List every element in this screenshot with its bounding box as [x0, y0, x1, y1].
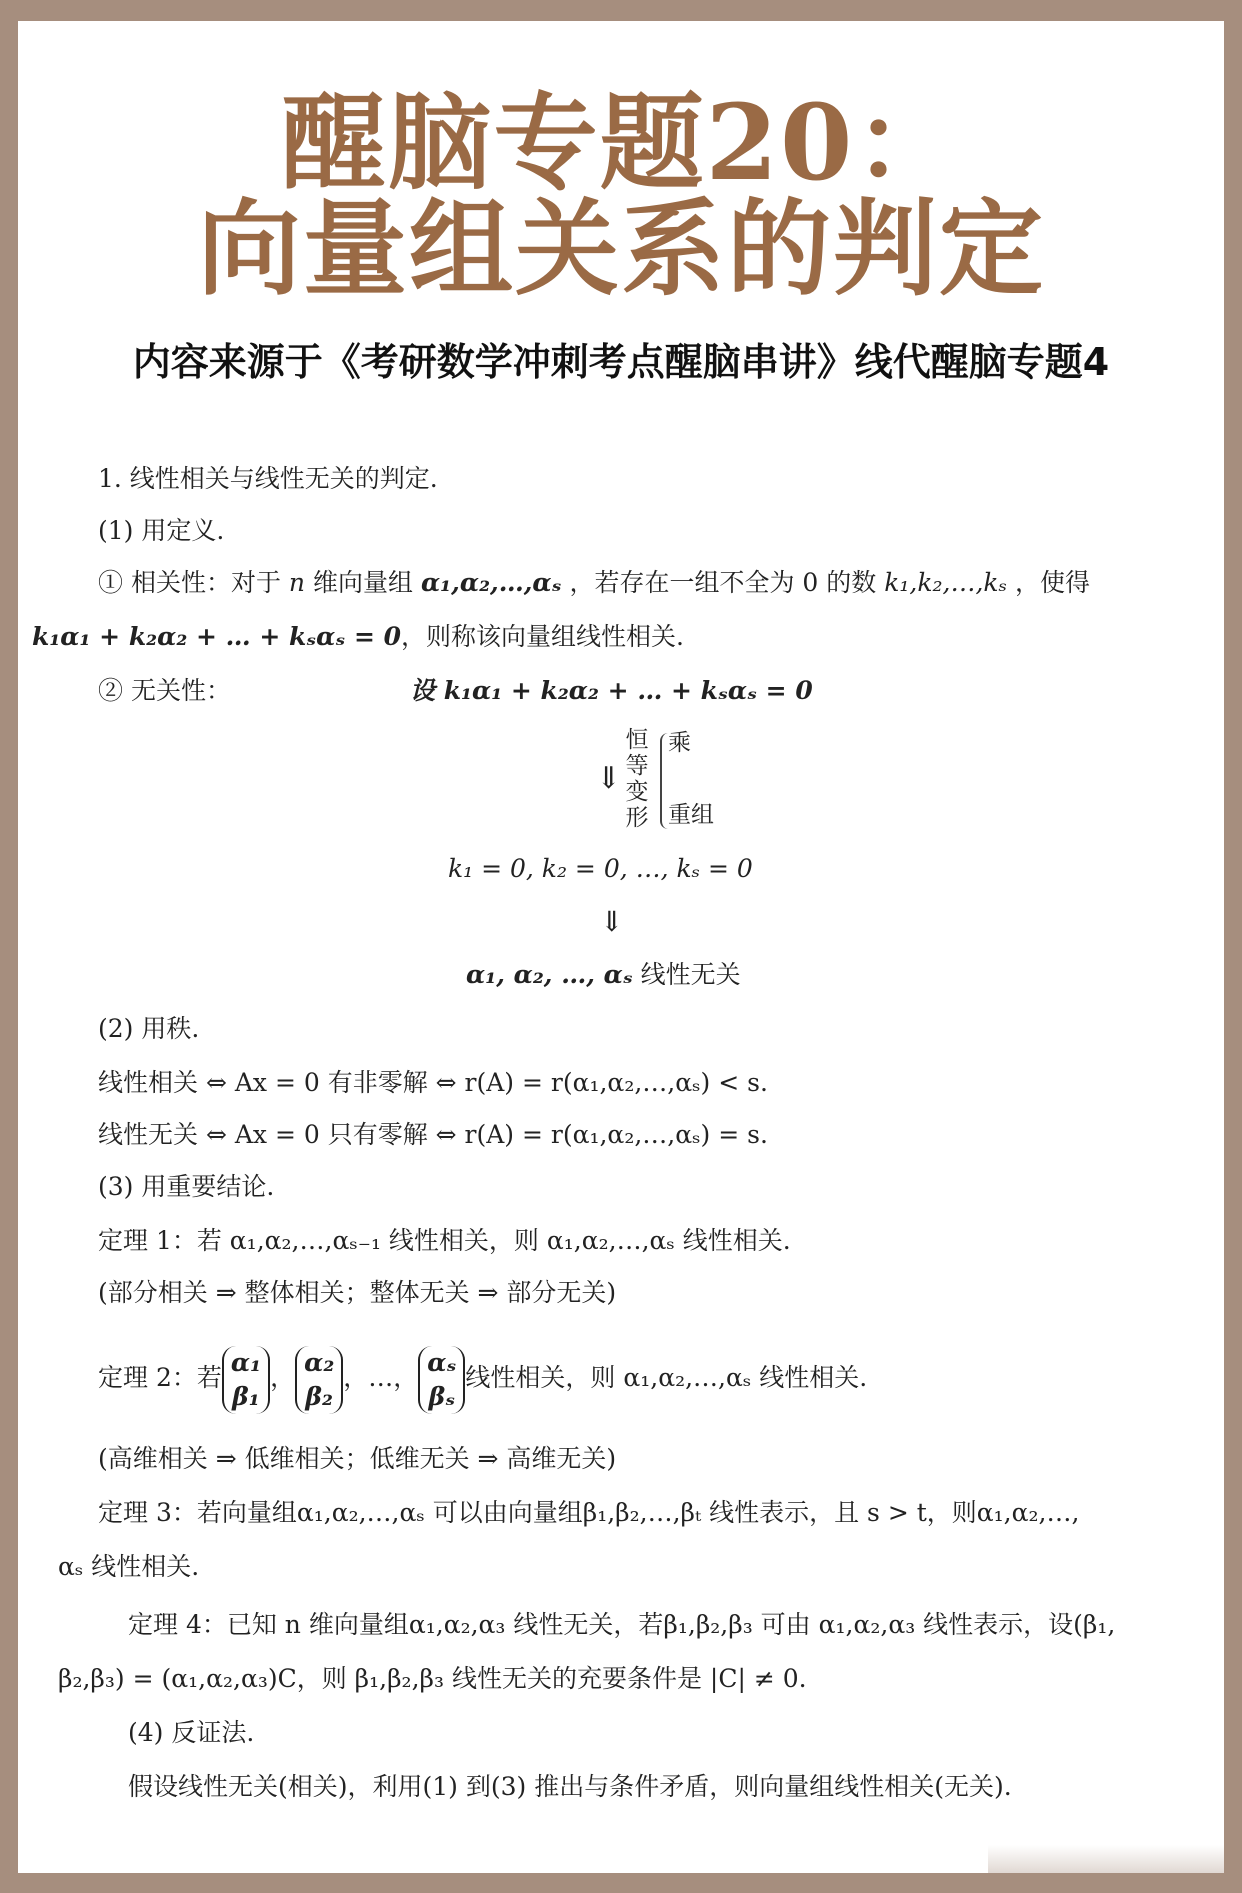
- text: 线性无关: [640, 960, 741, 989]
- theorem-4-line-1: 定理 4：已知 n 维向量组α₁,α₂,α₃ 线性无关，若β₁,β₂,β₃ 可由 α₁,α₂,α₃ 线性表示，设(β₁,: [128, 1610, 1116, 1639]
- text: 维向量组: [312, 568, 413, 597]
- page-panel: [18, 21, 1224, 1873]
- column-vector-2: [295, 1346, 343, 1414]
- separator: ，: [270, 1363, 296, 1392]
- rank-dependence-criterion: 线性相关 ⇔ Ax = 0 有非零解 ⇔ r(A) = r(α₁,α₂,…,αₛ) < s.: [98, 1068, 768, 1097]
- watermark-blur: [988, 1845, 1224, 1873]
- dependence-label: ① 相关性：对于: [98, 568, 281, 597]
- text: 线性相关，则 α₁,α₂,…,αₛ 线性相关.: [465, 1363, 868, 1392]
- label-char: 变: [625, 779, 649, 805]
- entry: β₂: [305, 1381, 333, 1411]
- text: ，则称该向量组线性相关.: [401, 622, 684, 651]
- source-subtitle: 内容来源于《考研数学冲刺考点醒脑串讲》线代醒脑专题4: [132, 340, 1110, 384]
- text: ，若存在一组不全为 0 的数: [569, 568, 877, 597]
- linear-combination-equation: k₁α₁ + k₂α₂ + … + kₛαₛ = 0: [32, 622, 402, 651]
- independence-label: ② 无关性：: [98, 676, 231, 705]
- independence-setup-equation: [410, 675, 813, 707]
- method-contradiction-heading: (4) 反证法.: [128, 1718, 255, 1747]
- entry: α₁: [230, 1347, 262, 1377]
- theorem-2: [98, 1335, 867, 1421]
- page-title-line-2: 向量组关系的判定: [196, 187, 1045, 310]
- section-heading: 1. 线性相关与线性无关的判定.: [98, 464, 438, 493]
- vector-group: α₁,α₂,…,αₛ: [420, 568, 562, 597]
- rank-independence-criterion: 线性无关 ⇔ Ax = 0 只有零解 ⇔ r(A) = r(α₁,α₂,…,αₛ) = s.: [98, 1120, 768, 1149]
- brace-option-multiply: 乘: [668, 730, 691, 756]
- vector-group: α₁, α₂, …, αₛ: [466, 960, 633, 989]
- contradiction-method-text: 假设线性无关(相关)，利用(1) 到(3) 推出与条件矛盾，则向量组线性相关(无关).: [128, 1772, 1012, 1801]
- theorem-3-line-1: 定理 3：若向量组α₁,α₂,…,αₛ 可以由向量组β₁,β₂,…,βₜ 线性表示，且 s > t，则α₁,α₂,…,: [98, 1498, 1080, 1527]
- double-down-arrow-icon: ⇓: [596, 761, 622, 796]
- identity-transform-label: [624, 727, 650, 831]
- dimension-n: n: [288, 568, 306, 597]
- label-char: 恒: [625, 727, 649, 753]
- method-conclusions-heading: (3) 用重要结论.: [98, 1172, 275, 1201]
- entry: α₂: [304, 1347, 335, 1377]
- theorem-2-note: (高维相关 ⇒ 低维相关；低维无关 ⇒ 高维无关): [98, 1444, 617, 1473]
- text: ，使得: [1014, 568, 1090, 597]
- ellipsis: ，…，: [343, 1363, 419, 1392]
- method-rank-heading: (2) 用秩.: [98, 1014, 200, 1043]
- coefficients: k₁,k₂,…,kₛ: [884, 568, 1008, 597]
- brace-option-regroup: 重组: [668, 802, 714, 828]
- page-title-line-1: 醒脑专题20：: [281, 81, 961, 204]
- theorem-1: 定理 1：若 α₁,α₂,…,αₛ₋₁ 线性相关，则 α₁,α₂,…,αₛ 线性相关.: [98, 1226, 791, 1255]
- entry: β₁: [232, 1381, 260, 1411]
- label-char: 形: [625, 805, 649, 831]
- setup-equation: 设 k₁α₁ + k₂α₂ + … + kₛαₛ = 0: [410, 676, 813, 705]
- down-arrow-icon: ⇓: [600, 905, 624, 938]
- theorem-4-line-2: β₂,β₃) = (α₁,α₂,α₃)C，则 β₁,β₂,β₃ 线性无关的充要条件是 |C| ≠ 0.: [58, 1664, 807, 1693]
- dependence-equation-line: [32, 621, 684, 653]
- column-vector-1: [222, 1346, 270, 1414]
- method-definition-heading: (1) 用定义.: [98, 516, 225, 545]
- entry: βₛ: [428, 1381, 456, 1411]
- dependence-definition: [98, 567, 1090, 599]
- coefficients-zero: k₁ = 0, k₂ = 0, …, kₛ = 0: [448, 854, 753, 883]
- theorem-1-note: (部分相关 ⇒ 整体相关；整体无关 ⇒ 部分无关): [98, 1278, 617, 1307]
- zero-coefficients-result: [448, 853, 753, 885]
- independence-conclusion: [466, 959, 741, 991]
- entry: αₛ: [427, 1347, 457, 1377]
- label-char: 等: [625, 753, 649, 779]
- theorem-3-line-2: αₛ 线性相关.: [58, 1552, 200, 1581]
- text: 定理 2：若: [98, 1363, 222, 1392]
- column-vector-s: [418, 1346, 465, 1414]
